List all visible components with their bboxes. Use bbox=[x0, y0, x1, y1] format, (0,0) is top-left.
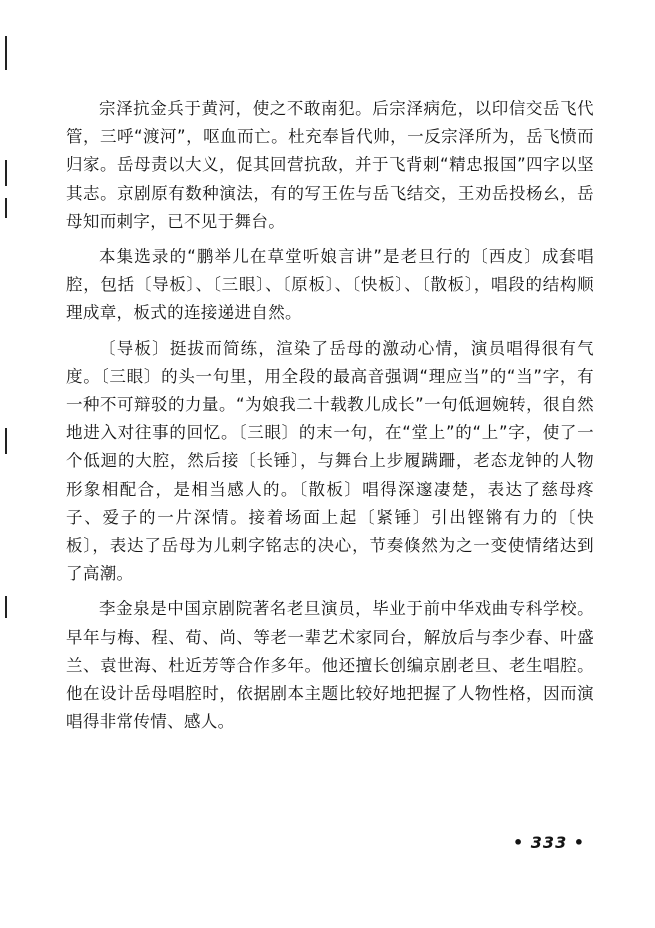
scan-binding-mark bbox=[5, 160, 7, 186]
paragraph-performer-bio: 李金泉是中国京剧院著名老旦演员，毕业于前中华戏曲专科学校。早年与梅、程、荀、尚、等老一辈艺术家同台，解放后与李少春、叶盛兰、袁世海、杜近芳等合作多年。他还擅长创编京剧老旦、老生唱腔。他在设计岳母唱腔时，依据剧本主题比较好地把握了人物性格，因而演唱得非常传情、感人。 bbox=[66, 599, 594, 732]
body-text bbox=[66, 95, 594, 743]
scan-binding-mark bbox=[5, 36, 7, 70]
scan-binding-mark bbox=[5, 428, 7, 454]
page-number: • 333 • bbox=[513, 833, 585, 852]
paragraph-aria-analysis: 〔导板〕挺拔而简练，渲染了岳母的激动心情，演员唱得很有气度。〔三眼〕的头一句里，用全段的最高音强调“理应当”的“当”字，有一种不可辩驳的力量。“为娘我二十载教儿成长”一句低迴婉转，很自然地进入对往事的回忆。〔三眼〕的末一句，在“堂上”的“上”字，使了一个低迴的大腔，然后接〔长锤〕，与舞台上步履蹒跚，老态龙钟的人物形象相配合，是相当感人的。〔散板〕唱得深邃凄楚，表达了慈母疼子、爱子的一片深情。接着场面上起〔紧锤〕引出铿锵有力的〔快板〕，表达了岳母为儿刺字铭志的决心，节奏倏然为之一变使情绪达到了高潮。 bbox=[66, 338, 594, 584]
paragraph-plot: 宗泽抗金兵于黄河，使之不敢南犯。后宗泽病危，以印信交岳飞代管，三呼“渡河”，呕血而亡。杜充奉旨代帅，一反宗泽所为，岳飞愤而归家。岳母责以大义，促其回营抗敌，并于飞背刺“精忠报国”四字以坚其志。京剧原有数种演法，有的写王佐与岳飞结交，王劝岳投杨幺，岳母知而刺字，已不见于舞台。 bbox=[66, 99, 594, 231]
paragraph-aria-structure: 本集选录的“鹏举儿在草堂听娘言讲”是老旦行的〔西皮〕成套唱腔，包括〔导板〕、〔三眼〕、〔原板〕、〔快板〕、〔散板〕，唱段的结构顺理成章，板式的连接递进自然。 bbox=[66, 247, 594, 323]
scan-binding-mark bbox=[5, 198, 7, 218]
scan-binding-mark bbox=[5, 596, 7, 618]
